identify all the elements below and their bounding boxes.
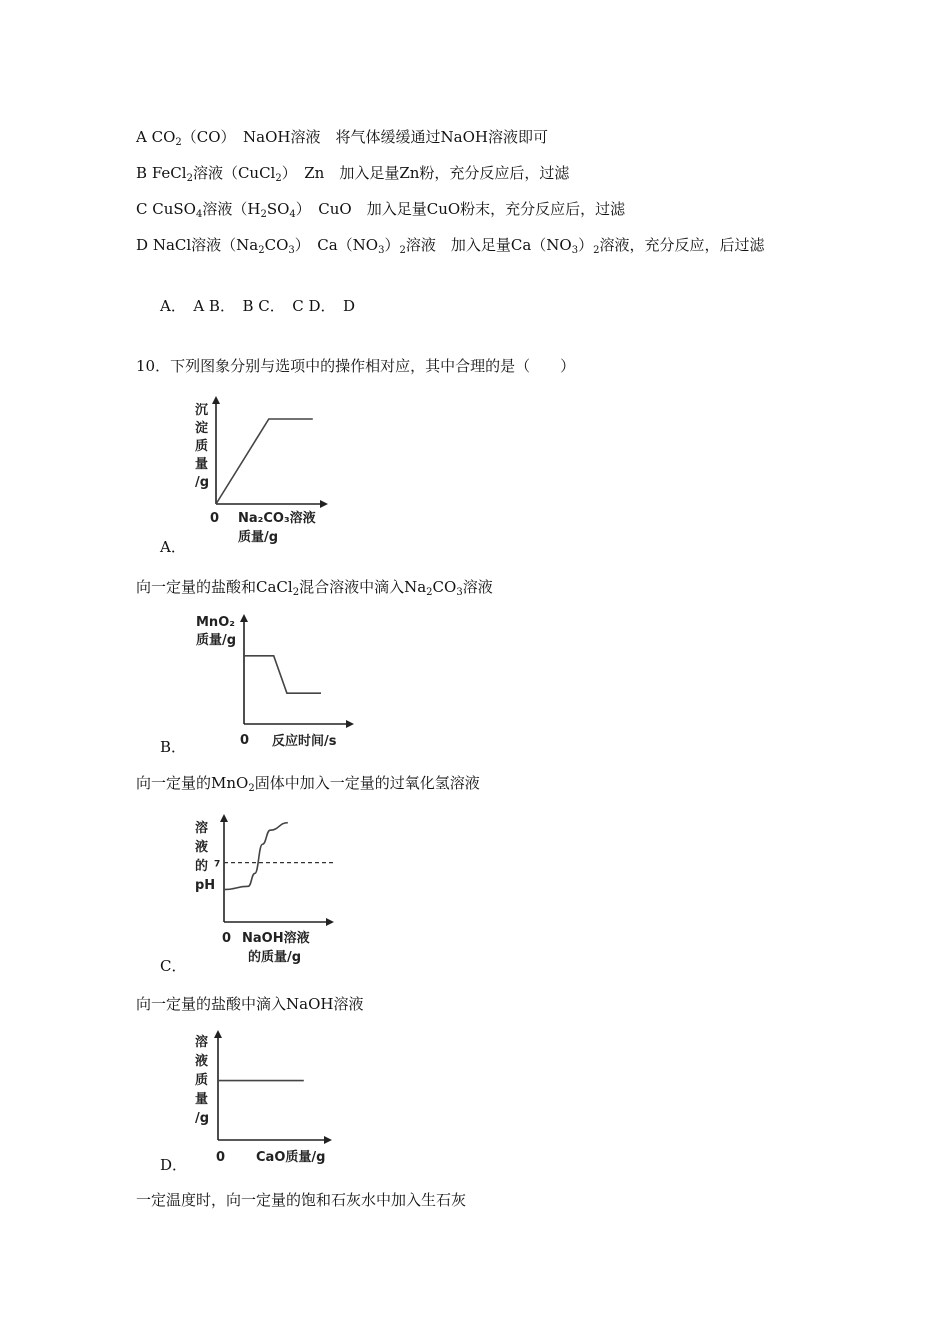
chart-b-ylabel-2: 质量/g (196, 633, 237, 648)
chart-d-ylabel-0: 溶 (195, 1035, 209, 1050)
row-d-opt: D (136, 236, 149, 254)
option-a-label: A． (160, 538, 186, 556)
row-b-opt: B (136, 164, 148, 182)
chart-c-series-line (224, 823, 288, 890)
chart-a-ylabel-0: 沉 (195, 403, 209, 418)
row-a (136, 127, 548, 153)
chart-a-y-arrow (212, 396, 220, 404)
chart-a-ylabel-4: /g (195, 475, 210, 490)
chart-d-y-arrow (214, 1030, 222, 1038)
chart-d-x-arrow (324, 1136, 332, 1144)
chart-a-ylabel-2: 质 (195, 439, 209, 454)
chart-d-origin: 0 (216, 1150, 226, 1165)
chart-d-ylabel-4: /g (195, 1111, 210, 1126)
option-d-label: D． (160, 1156, 188, 1174)
chart-c-origin: 0 (222, 931, 232, 946)
chart-c (190, 812, 350, 967)
chart-b-ylabel-1: MnO₂ (196, 615, 235, 630)
chart-a-origin: 0 (210, 511, 220, 526)
row-d (136, 235, 765, 261)
row-d-text: NaCl溶液$(Na_2CO_3)$ $Ca(NO_3)_2$溶液 加入足量$Ca(NO_3)_2$溶液，充分反应，后过滤 (152, 236, 765, 256)
row-a-text: $CO_2(CO)$ NaOH溶液 将气体缓缓通过NaOH溶液即可 (151, 128, 548, 148)
row-c-opt: C (136, 200, 148, 218)
question-10: 10．下列图象分别与选项中的操作相对应，其中合理的是（ ） (136, 357, 576, 375)
chart-b-y-arrow (240, 614, 248, 622)
option-c-caption: 向一定量的盐酸中滴入NaOH溶液 (136, 995, 364, 1013)
chart-b-origin: 0 (240, 733, 250, 748)
chart-d (190, 1028, 350, 1173)
row-b (136, 163, 569, 189)
chart-d-ylabel-1: 液 (195, 1054, 209, 1069)
chart-a-series-line (216, 419, 313, 504)
chart-d-xlabel: CaO质量/g (256, 1150, 326, 1165)
chart-a-xlabel-1: Na₂CO₃溶液 (238, 511, 316, 526)
chart-a-xlabel-2: 质量/g (238, 530, 279, 545)
chart-c-ylabel-0: 溶 (195, 821, 209, 836)
chart-c-xlabel-2: 的质量/g (248, 950, 302, 965)
row-a-opt: A (136, 128, 147, 146)
chart-d-ylabel-2: 质 (195, 1073, 209, 1088)
chart-c-ytick-7: 7 (214, 859, 221, 870)
row-b-text: FeCl$_2$溶液（CuCl$_2$） Zn 加入足量Zn粉，充分反应后，过滤 (151, 164, 570, 184)
chart-c-ylabel-3: pH (195, 878, 216, 893)
chart-d-ylabel-3: 量 (195, 1092, 209, 1107)
chart-a-ylabel-3: 量 (195, 457, 209, 472)
option-a-caption: 向一定量的盐酸和CaCl$_2$混合溶液中滴入$Na_2CO_3$溶液 (136, 578, 493, 598)
row-c (136, 199, 625, 225)
option-d-caption: 一定温度时，向一定量的饱和石灰水中加入生石灰 (136, 1191, 467, 1209)
chart-c-ylabel-2: 的 (195, 859, 209, 874)
option-c-label: C． (160, 957, 187, 975)
chart-a-ylabel-1: 淀 (195, 421, 209, 436)
option-b-label: B． (160, 738, 187, 756)
option-b-caption: 向一定量的MnO$_2$固体中加入一定量的过氧化氢溶液 (136, 774, 480, 794)
answer-choices: A． A B． B C． C D． D (160, 297, 356, 315)
chart-b (190, 612, 365, 752)
chart-b-x-arrow (346, 720, 354, 728)
chart-c-y-arrow (220, 814, 228, 822)
chart-b-xlabel: 反应时间/s (272, 734, 337, 749)
chart-c-ylabel-1: 液 (195, 840, 209, 855)
chart-a-x-arrow (320, 500, 328, 508)
row-c-text: CuSO$_4$溶液$(H_2SO_4)$ CuO 加入足量CuO粉末，充分反应后，过滤 (152, 200, 626, 220)
chart-c-xlabel-1: NaOH溶液 (242, 931, 310, 946)
chart-c-x-arrow (326, 918, 334, 926)
chart-a (190, 392, 340, 552)
chart-b-series-line (244, 656, 321, 693)
